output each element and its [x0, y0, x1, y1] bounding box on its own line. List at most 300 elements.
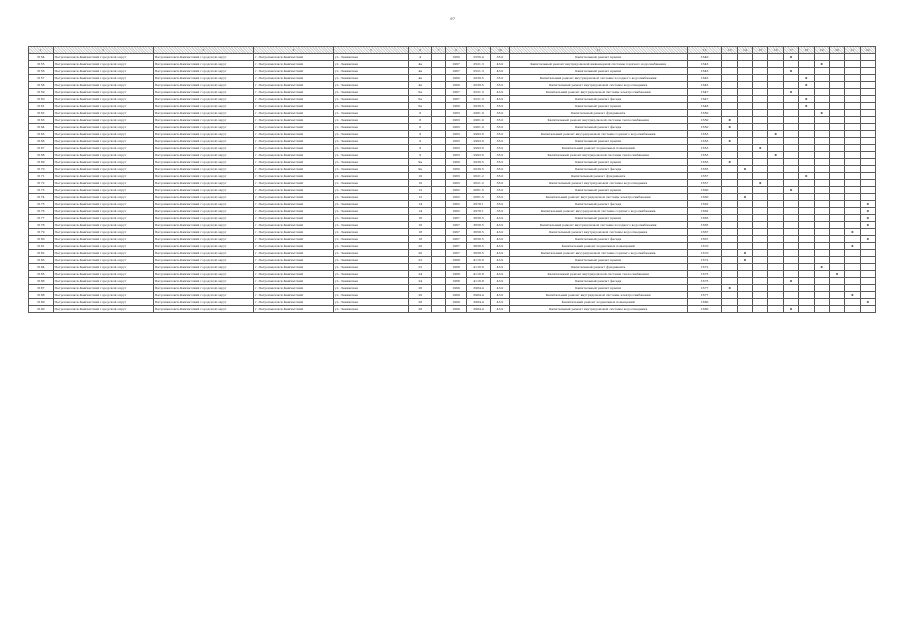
table-cell [783, 61, 798, 68]
table-cell: г. Петропавловск-Камчатский [254, 236, 334, 243]
table-cell [783, 257, 798, 264]
table-cell: Капитальный ремонт крыши [509, 54, 687, 61]
table-cell [845, 131, 860, 138]
table-cell: 1662 [687, 201, 722, 208]
table-cell: 3189 [29, 299, 54, 306]
table-cell [783, 222, 798, 229]
table-cell: 9 [409, 152, 432, 159]
table-cell: 6в [409, 103, 432, 110]
table-cell: 18 [409, 236, 432, 243]
table-cell [799, 110, 814, 117]
table-cell: 26 [409, 285, 432, 292]
table-cell [768, 96, 783, 103]
table-cell: 1962 [446, 187, 466, 194]
table-cell [753, 54, 768, 61]
table-row [29, 82, 876, 89]
table-cell: 3157 [29, 75, 54, 82]
table-cell: ул. Ленинская [333, 187, 409, 194]
table-cell: 1967 [446, 229, 466, 236]
table-cell: Петропавловск-Камчатский городской округ [53, 201, 153, 208]
table-cell [845, 222, 860, 229]
table-cell: X [783, 54, 798, 61]
table-cell [783, 201, 798, 208]
table-cell [783, 117, 798, 124]
table-cell: 16 [409, 222, 432, 229]
table-cell: ул. Ленинская [333, 68, 409, 75]
table-cell: 35.0 [491, 138, 509, 145]
table-cell [753, 222, 768, 229]
table-cell [722, 131, 737, 138]
table-cell [431, 124, 445, 131]
table-cell: 1963 [446, 145, 466, 152]
table-cell: Капитальный ремонт крыши [509, 215, 687, 222]
table-cell [829, 257, 844, 264]
table-cell: 2039.5 [466, 75, 491, 82]
table-cell [722, 292, 737, 299]
table-cell [829, 292, 844, 299]
table-cell [799, 187, 814, 194]
table-cell [860, 173, 875, 180]
table-cell: 35.0 [491, 159, 509, 166]
table-cell [783, 229, 798, 236]
table-cell: Петропавловск-Камчатский городской округ [153, 82, 253, 89]
table-cell: Петропавловск-Камчатский городской округ [153, 236, 253, 243]
table-cell: г. Петропавловск-Камчатский [254, 180, 334, 187]
table-cell: 10 [409, 173, 432, 180]
table-cell: 1967 [446, 61, 466, 68]
table-cell: ул. Ленинская [333, 215, 409, 222]
table-cell: 3155 [29, 61, 54, 68]
table-cell: 4а [409, 61, 432, 68]
table-cell: X [799, 82, 814, 89]
table-cell: 2981.0 [466, 117, 491, 124]
table-cell: 3154 [29, 54, 54, 61]
table-cell [829, 243, 844, 250]
table-cell: г. Петропавловск-Камчатский [254, 173, 334, 180]
table-cell: 1968 [446, 278, 466, 285]
table-cell: Петропавловск-Камчатский городской округ [153, 54, 253, 61]
table-cell: X [860, 201, 875, 208]
table-cell: 1963 [446, 180, 466, 187]
table-cell [860, 103, 875, 110]
table-cell [783, 299, 798, 306]
table-cell: г. Петропавловск-Камчатский [254, 201, 334, 208]
table-cell [829, 75, 844, 82]
table-cell [737, 187, 752, 194]
table-cell: 2556.4 [466, 54, 491, 61]
table-cell [814, 285, 829, 292]
table-cell [799, 285, 814, 292]
table-cell: 1963 [446, 110, 466, 117]
table-cell: 1677 [687, 292, 722, 299]
table-cell [722, 180, 737, 187]
table-cell [768, 271, 783, 278]
table-cell [845, 138, 860, 145]
table-cell: 1960 [446, 82, 466, 89]
table-cell [845, 166, 860, 173]
table-cell [845, 215, 860, 222]
table-row [29, 173, 876, 180]
table-cell: г. Петропавловск-Камчатский [254, 117, 334, 124]
table-cell: Петропавловск-Камчатский городской округ [53, 61, 153, 68]
table-cell [799, 208, 814, 215]
table-cell [753, 201, 768, 208]
table-cell: 1960 [446, 166, 466, 173]
table-cell: 22 [409, 257, 432, 264]
table-cell [768, 82, 783, 89]
table-cell: X [799, 75, 814, 82]
table-cell [814, 243, 829, 250]
table-cell: Петропавловск-Камчатский городской округ [53, 152, 153, 159]
table-cell [783, 82, 798, 89]
table-cell: X [722, 138, 737, 145]
table-cell [799, 271, 814, 278]
table-cell: 1653 [687, 145, 722, 152]
table-cell [431, 117, 445, 124]
table-cell [753, 103, 768, 110]
table-cell: ул. Ленинская [333, 131, 409, 138]
table-cell: Петропавловск-Камчатский городской округ [53, 103, 153, 110]
table-cell: X [829, 271, 844, 278]
table-cell [722, 278, 737, 285]
table-cell: Петропавловск-Камчатский городской округ [53, 89, 153, 96]
table-cell [860, 229, 875, 236]
table-cell: 43.0 [491, 306, 509, 313]
table-cell: г. Петропавловск-Камчатский [254, 194, 334, 201]
table-cell: 1672 [687, 257, 722, 264]
table-cell [845, 124, 860, 131]
table-cell: Петропавловск-Камчатский городской округ [153, 271, 253, 278]
table-cell [783, 180, 798, 187]
table-cell [814, 152, 829, 159]
table-cell [753, 68, 768, 75]
table-cell: 43.0 [491, 257, 509, 264]
table-cell: ул. Ленинская [333, 96, 409, 103]
table-cell [829, 264, 844, 271]
table-cell: 43.0 [491, 299, 509, 306]
table-cell: Петропавловск-Камчатский городской округ [153, 222, 253, 229]
table-row [29, 194, 876, 201]
table-cell [799, 194, 814, 201]
table-cell [799, 138, 814, 145]
table-cell [814, 82, 829, 89]
table-cell: Петропавловск-Камчатский городской округ [53, 145, 153, 152]
table-cell [783, 271, 798, 278]
table-cell: 2978.1 [466, 201, 491, 208]
table-cell: Петропавловск-Камчатский городской округ [53, 222, 153, 229]
table-cell: 3165 [29, 131, 54, 138]
table-cell [722, 257, 737, 264]
table-cell: 43.0 [491, 236, 509, 243]
table-cell: Петропавловск-Камчатский городской округ [53, 166, 153, 173]
table-cell [829, 306, 844, 313]
table-cell [722, 96, 737, 103]
table-cell [768, 236, 783, 243]
table-cell: Петропавловск-Камчатский городской округ [53, 75, 153, 82]
table-cell: Петропавловск-Камчатский городской округ [153, 124, 253, 131]
table-cell: Капитальный ремонт фундамента [509, 264, 687, 271]
table-cell: X [814, 264, 829, 271]
table-cell [845, 250, 860, 257]
table-cell [860, 117, 875, 124]
table-cell: X [737, 194, 752, 201]
table-cell: 1967 [446, 96, 466, 103]
table-cell [860, 292, 875, 299]
table-cell [814, 180, 829, 187]
table-cell: г. Петропавловск-Камчатский [254, 243, 334, 250]
table-cell [829, 145, 844, 152]
table-cell: Капитальный ремонт подвальных помещений [509, 299, 687, 306]
table-cell [814, 159, 829, 166]
table-cell: 1643 [687, 61, 722, 68]
table-cell: 1967 [446, 89, 466, 96]
table-cell: 3190 [29, 306, 54, 313]
table-cell: 4116.8 [466, 278, 491, 285]
table-cell [431, 292, 445, 299]
table-cell: 2039.5 [466, 166, 491, 173]
column-header: 12 [687, 47, 722, 54]
table-cell [829, 159, 844, 166]
table-cell: 3658.5 [466, 215, 491, 222]
table-cell [753, 138, 768, 145]
table-cell: 18 [409, 229, 432, 236]
table-cell: г. Петропавловск-Камчатский [254, 250, 334, 257]
table-cell: 12 [409, 194, 432, 201]
table-cell: 6а [409, 89, 432, 96]
table-cell: Петропавловск-Камчатский городской округ [53, 124, 153, 131]
table-row [29, 145, 876, 152]
table-cell [737, 264, 752, 271]
table-cell: Петропавловск-Камчатский городской округ [153, 138, 253, 145]
table-cell [814, 68, 829, 75]
column-header: 10 [491, 47, 509, 54]
table-cell: 9 [409, 138, 432, 145]
table-cell: ул. Ленинская [333, 229, 409, 236]
table-cell: ул. Ленинская [333, 166, 409, 173]
table-cell: 35.0 [491, 75, 509, 82]
table-row [29, 187, 876, 194]
table-cell: г. Петропавловск-Камчатский [254, 145, 334, 152]
table-cell: 1967 [446, 222, 466, 229]
table-cell [783, 215, 798, 222]
table-row [29, 222, 876, 229]
table-cell [431, 236, 445, 243]
table-cell: г. Петропавловск-Камчатский [254, 229, 334, 236]
table-cell [799, 243, 814, 250]
table-cell: 3181 [29, 243, 54, 250]
table-cell [799, 54, 814, 61]
table-cell: 43.0 [491, 278, 509, 285]
table-cell [860, 257, 875, 264]
table-cell [737, 180, 752, 187]
table-cell: 1967 [446, 215, 466, 222]
table-cell: ул. Ленинская [333, 250, 409, 257]
table-cell: г. Петропавловск-Камчатский [254, 124, 334, 131]
table-cell: Капитальный ремонт фасада [509, 166, 687, 173]
table-cell: X [722, 117, 737, 124]
table-cell: 20 [409, 243, 432, 250]
table-cell [768, 222, 783, 229]
table-cell [814, 138, 829, 145]
table-cell: Капитальный ремонт внутридомовой системы горячего водоснабжения [509, 131, 687, 138]
table-cell: 2981.0 [466, 124, 491, 131]
table-cell: г. Петропавловск-Камчатский [254, 131, 334, 138]
table-cell [431, 285, 445, 292]
table-cell [860, 166, 875, 173]
table-cell [829, 236, 844, 243]
table-cell [783, 103, 798, 110]
table-cell [431, 187, 445, 194]
table-cell: Петропавловск-Камчатский городской округ [53, 292, 153, 299]
table-cell [814, 131, 829, 138]
table-cell [768, 208, 783, 215]
table-cell: Петропавловск-Камчатский городской округ [153, 89, 253, 96]
table-cell [722, 222, 737, 229]
table-cell: 1963 [446, 173, 466, 180]
table-cell [722, 145, 737, 152]
table-cell [860, 89, 875, 96]
table-cell: Петропавловск-Камчатский городской округ [53, 208, 153, 215]
table-cell: 1653 [687, 138, 722, 145]
table-cell [737, 278, 752, 285]
column-header: 17 [783, 47, 798, 54]
table-cell: ул. Ленинская [333, 117, 409, 124]
table-row [29, 138, 876, 145]
table-cell: X [783, 278, 798, 285]
table-cell: г. Петропавловск-Камчатский [254, 215, 334, 222]
table-cell [737, 117, 752, 124]
table-row [29, 278, 876, 285]
table-cell [829, 250, 844, 257]
table-cell [737, 299, 752, 306]
table-cell: Капитальный ремонт внутридомовой системы горячего водоснабжения [509, 250, 687, 257]
column-header: 19 [814, 47, 829, 54]
table-cell [829, 201, 844, 208]
table-cell [860, 152, 875, 159]
column-header: 14 [737, 47, 752, 54]
table-cell [860, 68, 875, 75]
table-cell: 35.0 [491, 131, 509, 138]
table-cell: г. Петропавловск-Камчатский [254, 222, 334, 229]
table-cell: 1960 [446, 54, 466, 61]
table-cell [799, 306, 814, 313]
column-header: 2 [53, 47, 153, 54]
table-cell: ул. Ленинская [333, 138, 409, 145]
table-row [29, 215, 876, 222]
table-cell [737, 103, 752, 110]
table-cell: Петропавловск-Камчатский городской округ [53, 96, 153, 103]
table-cell: Петропавловск-Камчатский городской округ [53, 271, 153, 278]
table-cell [737, 222, 752, 229]
table-cell [753, 173, 768, 180]
table-cell: 1967 [446, 243, 466, 250]
table-cell: 4в [409, 75, 432, 82]
table-cell [431, 201, 445, 208]
table-cell [814, 236, 829, 243]
table-cell [860, 243, 875, 250]
table-cell: г. Петропавловск-Камчатский [254, 110, 334, 117]
table-cell [845, 173, 860, 180]
table-cell: Петропавловск-Камчатский городской округ [153, 117, 253, 124]
table-cell [737, 54, 752, 61]
table-cell [829, 103, 844, 110]
table-cell [753, 215, 768, 222]
column-header: 7 [431, 47, 445, 54]
table-cell: 2621.2 [466, 180, 491, 187]
table-cell [768, 110, 783, 117]
table-cell [860, 306, 875, 313]
table-cell: ул. Ленинская [333, 264, 409, 271]
table-cell: 9 [409, 131, 432, 138]
table-cell: г. Петропавловск-Камчатский [254, 271, 334, 278]
table-cell [431, 152, 445, 159]
table-cell: 3187 [29, 285, 54, 292]
table-cell: Петропавловск-Камчатский городской округ [53, 180, 153, 187]
table-cell [814, 257, 829, 264]
table-cell: Петропавловск-Камчатский городской округ [153, 208, 253, 215]
table-cell [753, 257, 768, 264]
table-cell [860, 250, 875, 257]
column-header: 16 [768, 47, 783, 54]
table-cell [829, 131, 844, 138]
table-cell: Капитальный ремонт внутридомовой системы холодного водоснабжения [509, 222, 687, 229]
table-cell [737, 173, 752, 180]
table-cell: Капитальный ремонт внутридомовой системы электроснабжения [509, 292, 687, 299]
table-cell [737, 89, 752, 96]
table-cell [768, 180, 783, 187]
table-cell [783, 124, 798, 131]
table-cell [722, 250, 737, 257]
table-cell [799, 166, 814, 173]
table-cell [722, 194, 737, 201]
table-cell: 3158 [29, 82, 54, 89]
table-cell: 3174 [29, 194, 54, 201]
table-cell [799, 124, 814, 131]
table-cell: 3178 [29, 222, 54, 229]
table-cell [768, 299, 783, 306]
table-cell [737, 61, 752, 68]
table-cell [814, 103, 829, 110]
table-cell: г. Петропавловск-Камчатский [254, 292, 334, 299]
table-cell: 3984.4 [466, 306, 491, 313]
column-header: 21 [845, 47, 860, 54]
table-cell: X [783, 89, 798, 96]
table-cell: 1645 [687, 82, 722, 89]
table-cell [722, 103, 737, 110]
table-cell [799, 222, 814, 229]
table-cell [768, 103, 783, 110]
table-cell [722, 201, 737, 208]
table-cell [768, 159, 783, 166]
table-cell [768, 215, 783, 222]
table-cell [753, 271, 768, 278]
table-cell: г. Петропавловск-Камчатский [254, 82, 334, 89]
table-cell [829, 152, 844, 159]
table-cell: 35.0 [491, 187, 509, 194]
table-cell: ул. Ленинская [333, 61, 409, 68]
table-cell [783, 285, 798, 292]
table-cell [829, 124, 844, 131]
table-cell [768, 145, 783, 152]
table-cell [845, 103, 860, 110]
table-cell: Петропавловск-Камчатский городской округ [53, 68, 153, 75]
table-cell [768, 201, 783, 208]
table-cell: 1643 [687, 68, 722, 75]
table-cell: Петропавловск-Камчатский городской округ [153, 215, 253, 222]
table-cell [722, 243, 737, 250]
table-cell: Капитальный ремонт фасада [509, 201, 687, 208]
table-cell: Петропавловск-Камчатский городской округ [53, 285, 153, 292]
